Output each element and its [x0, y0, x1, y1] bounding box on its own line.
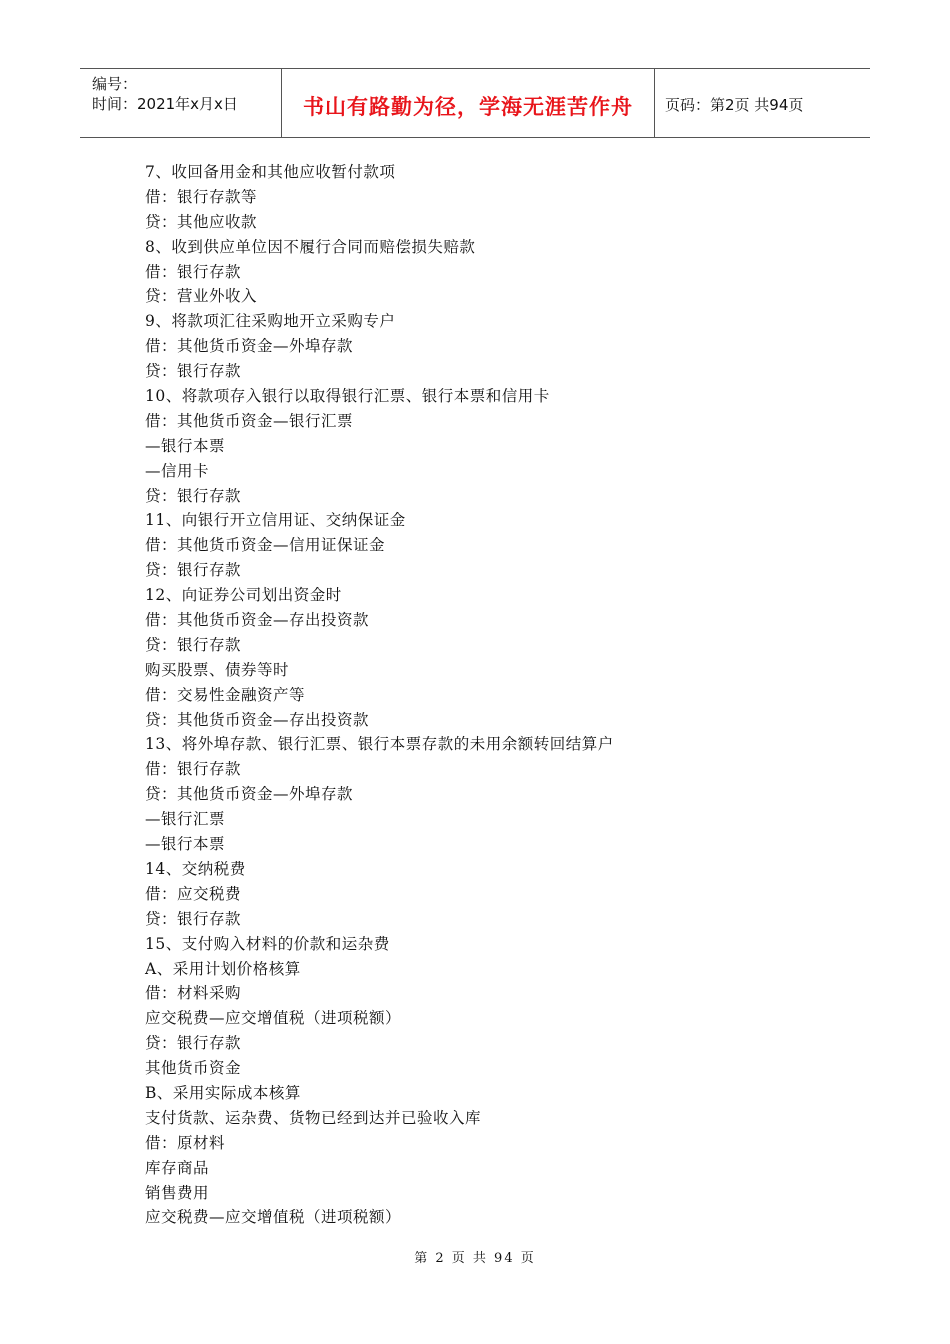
- header-meta-cell: [80, 69, 282, 137]
- text-line: 支付货款、运杂费、货物已经到达并已验收入库: [145, 1108, 482, 1127]
- text-line: 贷：银行存款: [145, 635, 242, 654]
- text-line: 应交税费—应交增值税（进项税额）: [145, 1208, 402, 1227]
- text-line: 其他货币资金: [145, 1059, 242, 1078]
- text-line: 贷：营业外收入: [145, 287, 258, 306]
- text-line: 借：应交税费: [145, 884, 242, 903]
- text-line: 贷：银行存款: [145, 362, 242, 381]
- text-line: 15、支付购入材料的价款和运杂费: [145, 934, 390, 953]
- text-line: —银行本票: [145, 436, 226, 455]
- text-line: 借：其他货币资金—信用证保证金: [145, 536, 386, 555]
- text-line: 贷：其他货币资金—外埠存款: [145, 785, 354, 804]
- header-page-cell: [655, 69, 870, 137]
- text-line: 购买股票、债券等时: [145, 660, 290, 679]
- text-line: 借：材料采购: [145, 984, 242, 1003]
- text-line: 库存商品: [145, 1158, 210, 1177]
- text-line: 借：其他货币资金—外埠存款: [145, 337, 354, 356]
- page-header: [80, 68, 870, 138]
- page-footer: 第 2 页 共 94 页: [414, 1251, 536, 1266]
- text-line: 应交税费—应交增值税（进项税额）: [145, 1009, 402, 1028]
- text-line: 贷：银行存款: [145, 909, 242, 928]
- text-line: 14、交纳税费: [145, 859, 246, 878]
- text-line: 借：交易性金融资产等: [145, 685, 306, 704]
- text-line: 借：原材料: [145, 1133, 226, 1152]
- text-line: 贷：银行存款: [145, 1034, 242, 1053]
- text-line: 借：其他货币资金—存出投资款: [145, 611, 370, 630]
- text-line: 销售费用: [145, 1183, 210, 1202]
- text-line: 借：银行存款等: [145, 187, 258, 206]
- text-line: —银行汇票: [145, 810, 226, 829]
- text-line: 贷：其他应收款: [145, 212, 258, 231]
- text-line: 借：其他货币资金—银行汇票: [145, 411, 354, 430]
- text-line: —银行本票: [145, 835, 226, 854]
- time-label: 时间：2021年x月x日: [92, 95, 238, 113]
- text-line: 借：银行存款: [145, 262, 242, 281]
- text-line: 12、向证券公司划出资金时: [145, 586, 342, 605]
- header-motto-cell: [282, 69, 655, 137]
- text-line: 13、将外埠存款、银行汇票、银行本票存款的未用余额转回结算户: [145, 735, 614, 754]
- text-line: 9、将款项汇往采购地开立采购专户: [145, 312, 396, 331]
- text-line: 借：银行存款: [145, 760, 242, 779]
- text-line: 贷：其他货币资金—存出投资款: [145, 710, 370, 729]
- text-line: 8、收到供应单位因不履行合同而赔偿损失赔款: [145, 237, 476, 256]
- text-line: —信用卡: [145, 461, 210, 480]
- text-line: 11、向银行开立信用证、交纳保证金: [145, 511, 406, 530]
- text-line: 贷：银行存款: [145, 561, 242, 580]
- text-line: 10、将款项存入银行以取得银行汇票、银行本票和信用卡: [145, 387, 550, 406]
- text-line: B、采用实际成本核算: [145, 1083, 301, 1102]
- number-label: 编号：: [92, 75, 138, 93]
- page-info: 页码：第2页 共94页: [665, 96, 804, 114]
- text-line: 7、收回备用金和其他应收暂付款项: [145, 163, 396, 181]
- text-line: 贷：银行存款: [145, 486, 242, 505]
- motto-text: 书山有路勤为径，学海无涯苦作舟: [303, 95, 633, 119]
- text-line: A、采用计划价格核算: [145, 959, 301, 978]
- document-body: [145, 160, 845, 1230]
